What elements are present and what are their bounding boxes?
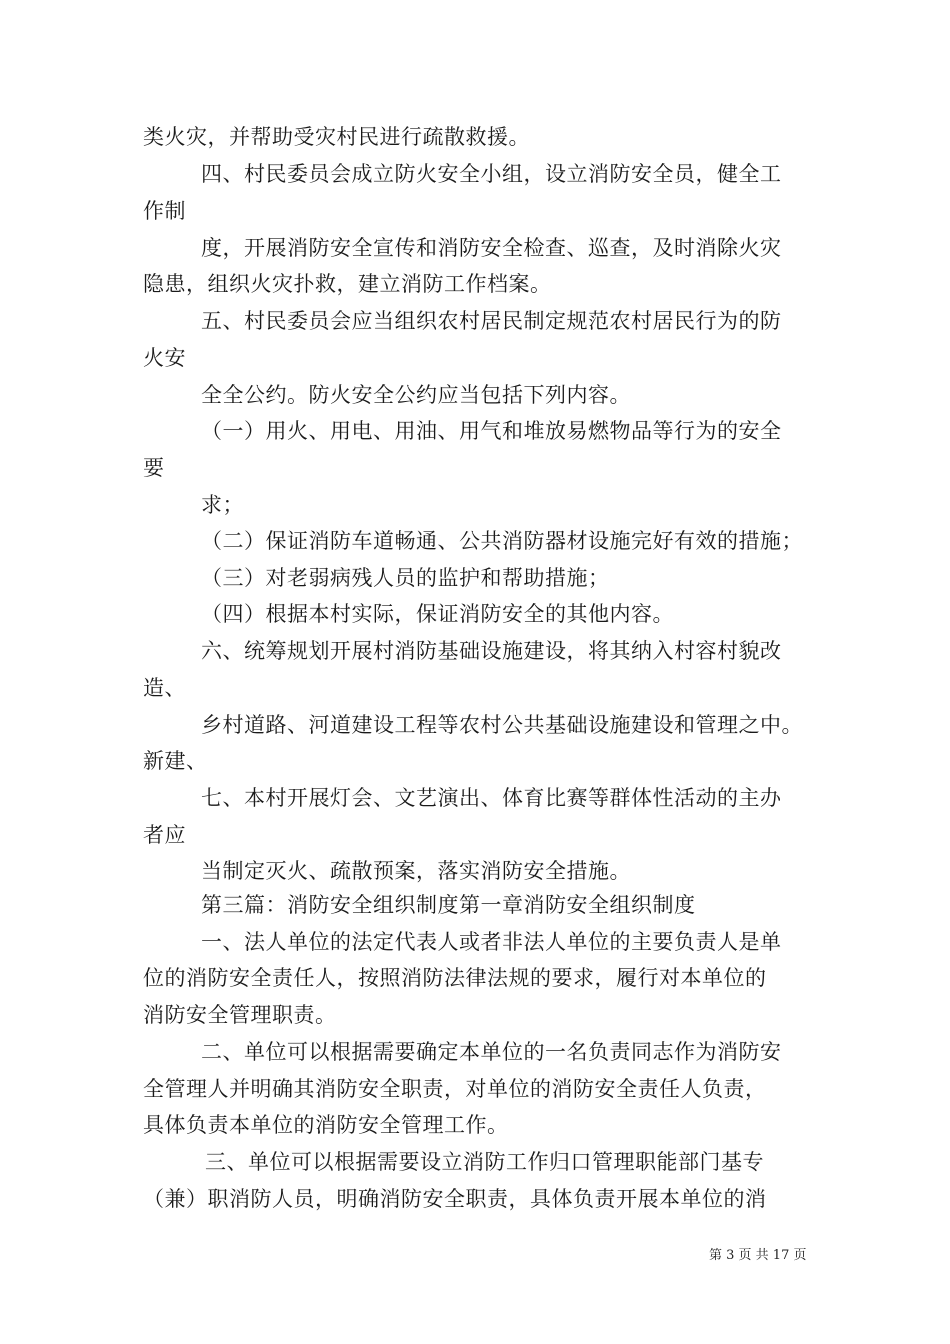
text-line: 求； [201, 493, 244, 517]
text-line: 火安 [143, 346, 186, 370]
text-line: 作制 [143, 199, 186, 223]
text-line: 度，开展消防安全宣传和消防安全检查、巡查，及时消除火灾 [201, 236, 782, 260]
text-line: 新建、 [143, 749, 208, 773]
text-line: 位的消防安全责任人，按照消防法律法规的要求，履行对本单位的 [143, 966, 767, 990]
text-line: 隐患，组织火灾扑救，建立消防工作档案。 [143, 272, 552, 296]
text-line: （二）保证消防车道畅通、公共消防器材设施完好有效的措施； [201, 529, 803, 553]
text-line: 要 [143, 456, 165, 480]
text-line: 乡村道路、河道建设工程等农村公共基础设施建设和管理之中。 [201, 713, 803, 737]
text-line: 七、本村开展灯会、文艺演出、体育比赛等群体性活动的主办 [201, 786, 782, 810]
text-line: （一）用火、用电、用油、用气和堆放易燃物品等行为的安全 [201, 419, 782, 443]
text-line: 全全公约。防火安全公约应当包括下列内容。 [201, 383, 631, 407]
section-heading: 第三篇：消防安全组织制度第一章消防安全组织制度 [201, 893, 696, 917]
text-line: （四）根据本村实际，保证消防安全的其他内容。 [201, 602, 674, 626]
text-line: 四、村民委员会成立防火安全小组，设立消防安全员，健全工 [201, 162, 782, 186]
text-line: （兼）职消防人员，明确消防安全职责，具体负责开展本单位的消 [143, 1187, 767, 1211]
text-line: （三）对老弱病残人员的监护和帮助措施； [201, 566, 610, 590]
text-line: 者应 [143, 823, 186, 847]
text-line: 消防安全管理职责。 [143, 1003, 337, 1027]
text-line: 六、统筹规划开展村消防基础设施建设，将其纳入村容村貌改 [201, 639, 782, 663]
text-line: 具体负责本单位的消防安全管理工作。 [143, 1113, 509, 1137]
text-line: 类火灾，并帮助受灾村民进行疏散救援。 [143, 125, 530, 149]
text-line: 当制定灭火、疏散预案，落实消防安全措施。 [201, 859, 631, 883]
text-line: 全管理人并明确其消防安全职责，对单位的消防安全责任人负责， [143, 1077, 767, 1101]
text-line: 造、 [143, 676, 186, 700]
text-line: 三、单位可以根据需要设立消防工作归口管理职能部门基专 [205, 1150, 764, 1174]
text-line: 一、法人单位的法定代表人或者非法人单位的主要负责人是单 [201, 930, 782, 954]
text-line: 二、单位可以根据需要确定本单位的一名负责同志作为消防安 [201, 1040, 782, 1064]
text-line: 五、村民委员会应当组织农村居民制定规范农村居民行为的防 [201, 309, 782, 333]
page-number: 第 3 页 共 17 页 [709, 1248, 807, 1263]
